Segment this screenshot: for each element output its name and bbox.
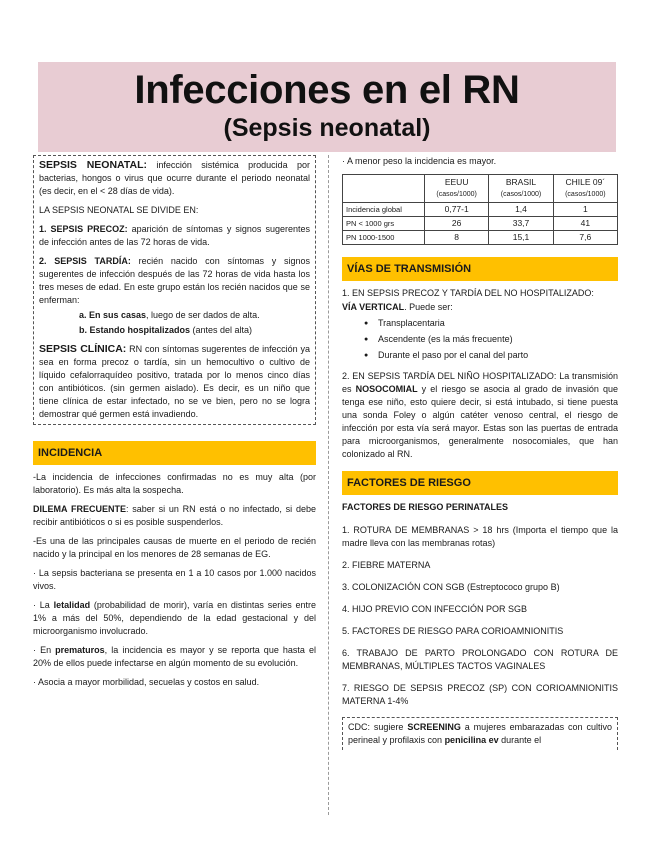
col-name: CHILE 09´ xyxy=(565,177,606,187)
incidencia-p3: -Es una de las principales causas de muerte en el periodo de recién nacido y la principal en los menores de 28 semanas de EG. xyxy=(33,536,316,559)
dilema-text: : saber si un RN está o no infectado, si debe recibir antibióticos o si es posible suspenderlos. xyxy=(33,504,316,527)
risk-factor-item: 2. FIEBRE MATERNA xyxy=(342,560,431,570)
vertical-bold: VÍA VERTICAL xyxy=(342,302,405,312)
cdc-pre: CDC: sugiere xyxy=(348,722,408,732)
table-cell: 1 xyxy=(553,203,617,217)
col-unit: (casos/1000) xyxy=(565,191,606,198)
def-term: SEPSIS NEONATAL: xyxy=(39,159,147,171)
incidencia-p4: · La sepsis bacteriana se presenta en 1 a 10 casos por 1.000 nacidos vivos. xyxy=(33,568,316,591)
table-cell: 41 xyxy=(553,217,617,231)
item-b-text: (antes del alta) xyxy=(190,325,253,335)
def-text: infección sistémica producida por bacterias, hongos o virus que ocurre durante el periodo neonatal (es decir, en el < 28 días de vida). xyxy=(39,160,310,196)
precoz-text: aparición de síntomas y signos sugerentes de infección antes de las 72 horas de vida. xyxy=(39,224,310,247)
p2-bold: NOSOCOMIAL xyxy=(355,384,418,394)
col-unit: (casos/1000) xyxy=(500,191,542,198)
row-label: Incidencia global xyxy=(343,203,425,217)
risk-factor-item: 4. HIJO PREVIO CON INFECCIÓN POR SGB xyxy=(342,604,528,614)
factores-heading: FACTORES DE RIESGO xyxy=(342,471,618,495)
tardia-text: recién nacido con síntomas y signos sugerentes de infección después de las 72 horas de vida hasta los tres meses de edad. En este grupo están los recién nacidos que se enferman: xyxy=(39,256,310,305)
incidencia-heading: INCIDENCIA xyxy=(33,441,316,465)
incidencia-p7: · Asocia a mayor morbilidad, secuelas y costos en salud. xyxy=(33,677,260,687)
page-title: Infecciones en el RN xyxy=(134,68,520,112)
cdc-mid: a mujeres embarazadas con cultivo perineal y profilaxis con xyxy=(348,722,612,745)
risk-factor-item: 7. RIESGO DE SEPSIS PRECOZ (SP) CON CORIOAMNIONITIS MATERNA 1-4% xyxy=(342,683,618,706)
risk-factor-item: 6. TRABAJO DE PARTO PROLONGADO CON ROTURA DE MEMBRANAS, MÚLTIPLES TACTOS VAGINALES xyxy=(342,648,618,671)
p5-bold: letalidad xyxy=(53,600,91,610)
factores-subheading: FACTORES DE RIESGO PERINATALES xyxy=(342,502,509,512)
title-banner xyxy=(38,62,616,152)
vertical-list xyxy=(342,317,618,362)
table-row xyxy=(343,231,618,245)
p5-pre: · La xyxy=(33,600,54,610)
table-row xyxy=(343,217,618,231)
table-corner xyxy=(343,175,425,203)
incidencia-section xyxy=(33,471,316,689)
table-col-header xyxy=(489,175,553,203)
p6-bold: prematuros xyxy=(55,645,105,655)
risk-factor-item: 1. ROTURA DE MEMBRANAS > 18 hrs (Importa el tiempo que la madre lleva con las membranas rotas) xyxy=(342,525,618,548)
page-subtitle: (Sepsis neonatal) xyxy=(223,114,431,142)
vias-heading: VÍAS DE TRANSMISIÓN xyxy=(342,257,618,281)
risk-factor-item: 3. COLONIZACIÓN CON SGB (Estreptococo grupo B) xyxy=(342,582,560,592)
list-item: ● Durante el paso por el canal del parto xyxy=(364,349,618,362)
item-b-bold: b. Estando hospitalizados xyxy=(79,325,191,335)
incidencia-p1: -La incidencia de infecciones confirmadas no es muy alta (por laboratorio). Es más alta la sospecha. xyxy=(33,472,316,495)
vias-p1: 1. EN SEPSIS PRECOZ Y TARDÍA DEL NO HOSPITALIZADO: xyxy=(342,288,594,298)
list-item: ● Ascendente (es la más frecuente) xyxy=(364,333,618,346)
precoz-term: 1. SEPSIS PRECOZ: xyxy=(39,224,128,234)
table-cell: 26 xyxy=(425,217,489,231)
item-b xyxy=(39,324,310,337)
col-unit: (casos/1000) xyxy=(436,191,477,198)
right-column xyxy=(342,155,618,750)
p2-pre: 2. EN SEPSIS TARDÍA DEL NIÑO HOSPITALIZADO: La transmisión es xyxy=(342,371,618,394)
row-label: PN < 1000 grs xyxy=(343,217,425,231)
item-a xyxy=(39,309,310,322)
weight-note: · A menor peso la incidencia es mayor. xyxy=(342,156,497,166)
tardia-term: 2. SEPSIS TARDÍA: xyxy=(39,256,131,266)
p6-pre: · En xyxy=(33,645,56,655)
table-col-header xyxy=(425,175,489,203)
clinica-text: RN con síntomas sugerentes de infección ya sea en forma precoz o tardía, sin un hemocultivo o cultivo de líquido cefalorraquídeo positivo, tratada por lo menos cinco días con antibióticos. (sin germen aislado). Es decir, es un niño que tiene clínica de estar infectado, no se ve bien, pero no se logra demostrar qué germen está invadiendo. xyxy=(39,344,310,419)
table-cell: 7,6 xyxy=(553,231,617,245)
table-col-header xyxy=(553,175,617,203)
vias-section xyxy=(342,287,618,461)
table-header-row xyxy=(343,175,618,203)
table-cell: 0,77-1 xyxy=(425,203,489,217)
item-a-text: , luego de ser dados de alta. xyxy=(146,310,260,320)
dilema-term: DILEMA FRECUENTE xyxy=(33,504,126,514)
column-divider xyxy=(328,155,329,815)
table-cell: 33,7 xyxy=(489,217,553,231)
table-cell: 15,1 xyxy=(489,231,553,245)
table-cell: 1,4 xyxy=(489,203,553,217)
left-column xyxy=(33,155,316,695)
cdc-penicilina: penicilina ev xyxy=(444,735,499,745)
risk-factor-item: 5. FACTORES DE RIESGO PARA CORIOAMNIONITIS xyxy=(342,626,564,636)
cdc-post: durante el xyxy=(498,735,542,745)
col-name: EEUU xyxy=(444,177,469,187)
cdc-screening: SCREENING xyxy=(407,722,461,732)
definitions-box xyxy=(33,155,316,425)
factores-section xyxy=(342,501,618,750)
p2-text: y el riesgo se asocia al grado de invasión que tenga ese niño, esto quiere decir, si está intubado, si tiene puesta una sonda Foley o algún catéter venoso central, el riesgo de infección por esta vía será mayor. Estas son las puertas de entrada para microorganismos, generalmente nosocomiales, que han colonizado al RN. xyxy=(342,384,618,459)
clinica-term: SEPSIS CLÍNICA: xyxy=(39,343,127,355)
list-item: ● Transplacentaria xyxy=(364,317,618,330)
col-name: BRASIL xyxy=(505,177,537,187)
p6-text: , la incidencia es mayor y se reporta que hasta el 20% de ellos puede infectarse en algún momento de su evolución. xyxy=(33,645,316,668)
vertical-text: . Puede ser: xyxy=(404,302,453,312)
table-row xyxy=(343,203,618,217)
row-label: PN 1000-1500 xyxy=(343,231,425,245)
incidence-table xyxy=(342,174,618,245)
divide-text: LA SEPSIS NEONATAL SE DIVIDE EN: xyxy=(39,205,199,215)
table-cell: 8 xyxy=(425,231,489,245)
p5-text: (probabilidad de morir), varía en distintas series entre 1% a más del 50%, dependiendo de la edad gestacional y del microorganismo involucrado. xyxy=(33,600,316,636)
item-a-bold: a. En sus casas xyxy=(79,310,147,320)
cdc-box xyxy=(342,717,618,750)
